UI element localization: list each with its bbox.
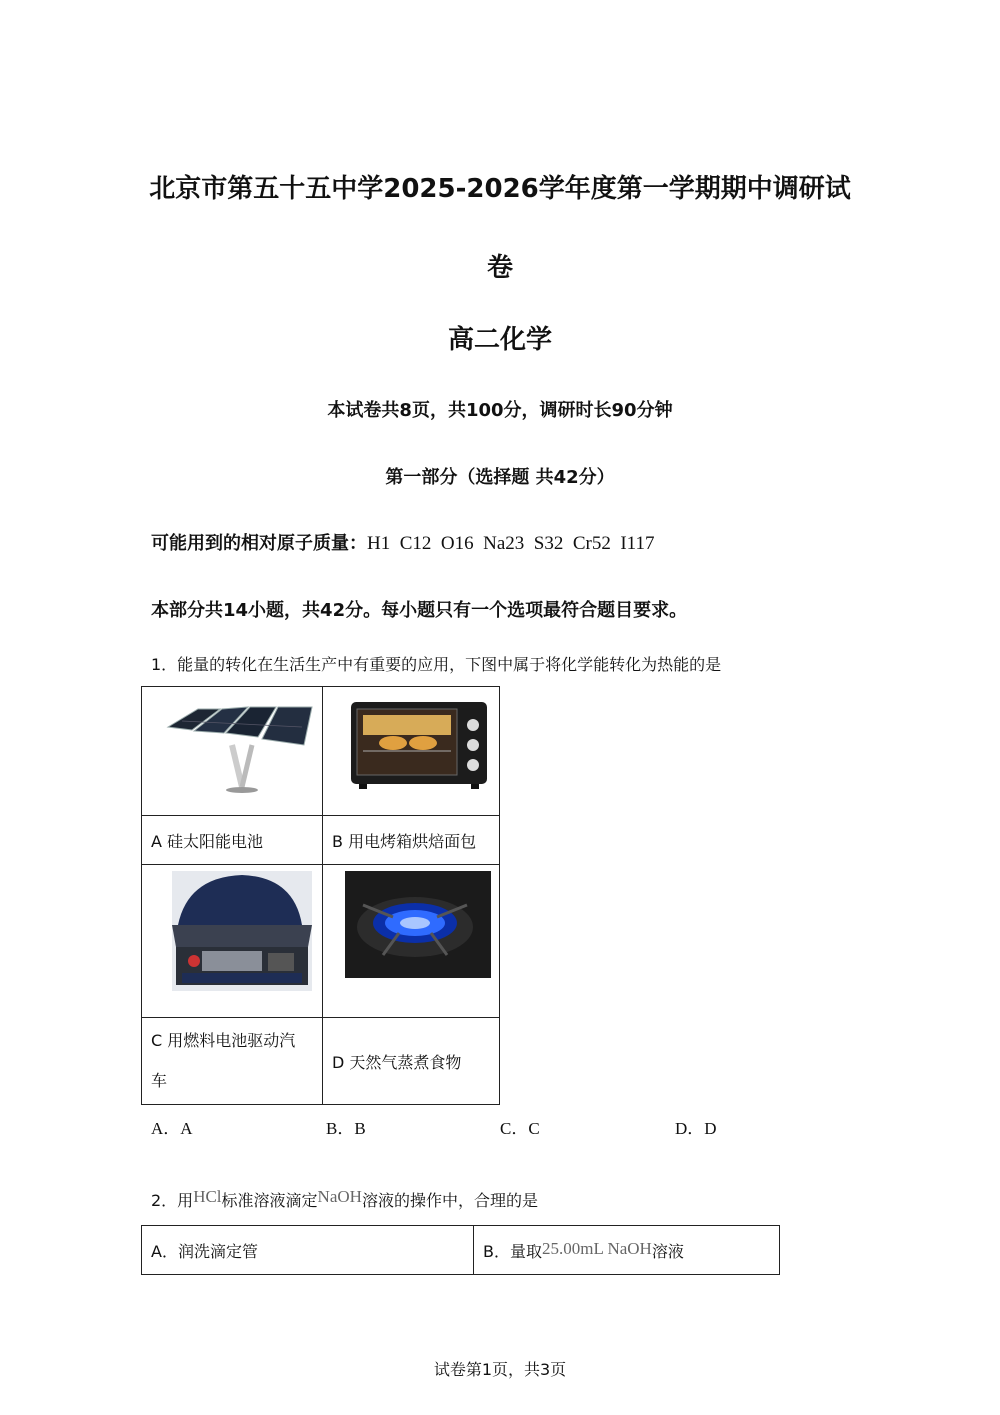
option-d-image-cell <box>323 865 500 1018</box>
option-c-label-line2: 车 <box>151 1071 168 1090</box>
choice-d[interactable]: D．D <box>675 1119 717 1138</box>
q2-option-a[interactable]: A．润洗滴定管 <box>142 1226 474 1275</box>
exam-info: 本试卷共8页，共100分，调研时长90分钟 <box>327 400 673 421</box>
question-1-options-table <box>141 686 500 1105</box>
option-c-image-cell <box>142 865 323 1018</box>
choice-a[interactable]: A．A <box>151 1119 193 1138</box>
option-c-label <box>142 1018 323 1105</box>
q2-option-b-formula: 25.00mL NaOH <box>541 1238 652 1258</box>
option-d-label: D 天然气蒸煮食物 <box>323 1018 500 1105</box>
q2-formula-naoh: NaOH <box>317 1187 362 1206</box>
solar-panel-icon <box>142 687 322 815</box>
electric-oven-icon <box>323 687 499 815</box>
option-b-image-cell <box>323 687 500 816</box>
option-a-image-cell <box>142 687 323 816</box>
question-2-options-table <box>141 1225 780 1275</box>
q2-formula-hcl: HCl <box>193 1187 222 1206</box>
exam-title-line1: 北京市第五十五中学2025-2026学年度第一学期期中调研试 <box>149 174 851 204</box>
option-b-label: B 用电烤箱烘焙面包 <box>323 816 500 865</box>
choice-b[interactable]: B．B <box>326 1119 366 1138</box>
page-footer: 试卷第1页，共3页 <box>433 1360 567 1379</box>
q2-stem-post: 溶液的操作中，合理的是 <box>361 1191 538 1210</box>
atomic-mass-label: 可能用到的相对原子质量： <box>151 533 367 554</box>
question-2-stem <box>151 1188 538 1211</box>
part-instruction: 本部分共14小题，共42分。每小题只有一个选项最符合题目要求。 <box>151 600 688 621</box>
option-a-label: A 硅太阳能电池 <box>142 816 323 865</box>
gas-stove-flame-icon <box>323 865 499 1017</box>
fuel-cell-car-icon <box>142 865 322 1017</box>
question-1-stem: 1．能量的转化在生活生产中有重要的应用，下图中属于将化学能转化为热能的是 <box>151 655 722 674</box>
q2-option-b-pre: B．量取 <box>483 1241 542 1261</box>
choice-c[interactable]: C．C <box>500 1119 540 1138</box>
part-title: 第一部分（选择题 共42分） <box>385 467 615 488</box>
q2-option-b[interactable] <box>474 1226 780 1275</box>
q2-option-b-post: 溶液 <box>651 1241 684 1261</box>
q2-stem-mid: 标准溶液滴定 <box>221 1191 318 1210</box>
option-c-label-line1: C 用燃料电池驱动汽 <box>151 1031 296 1050</box>
q2-stem-pre: 2．用 <box>151 1191 194 1210</box>
atomic-mass-values: H1 C12 O16 Na23 S32 Cr52 I117 <box>367 533 655 554</box>
subject-title: 高二化学 <box>447 325 552 355</box>
atomic-mass-line <box>151 529 654 555</box>
exam-title-line2: 卷 <box>486 253 513 283</box>
